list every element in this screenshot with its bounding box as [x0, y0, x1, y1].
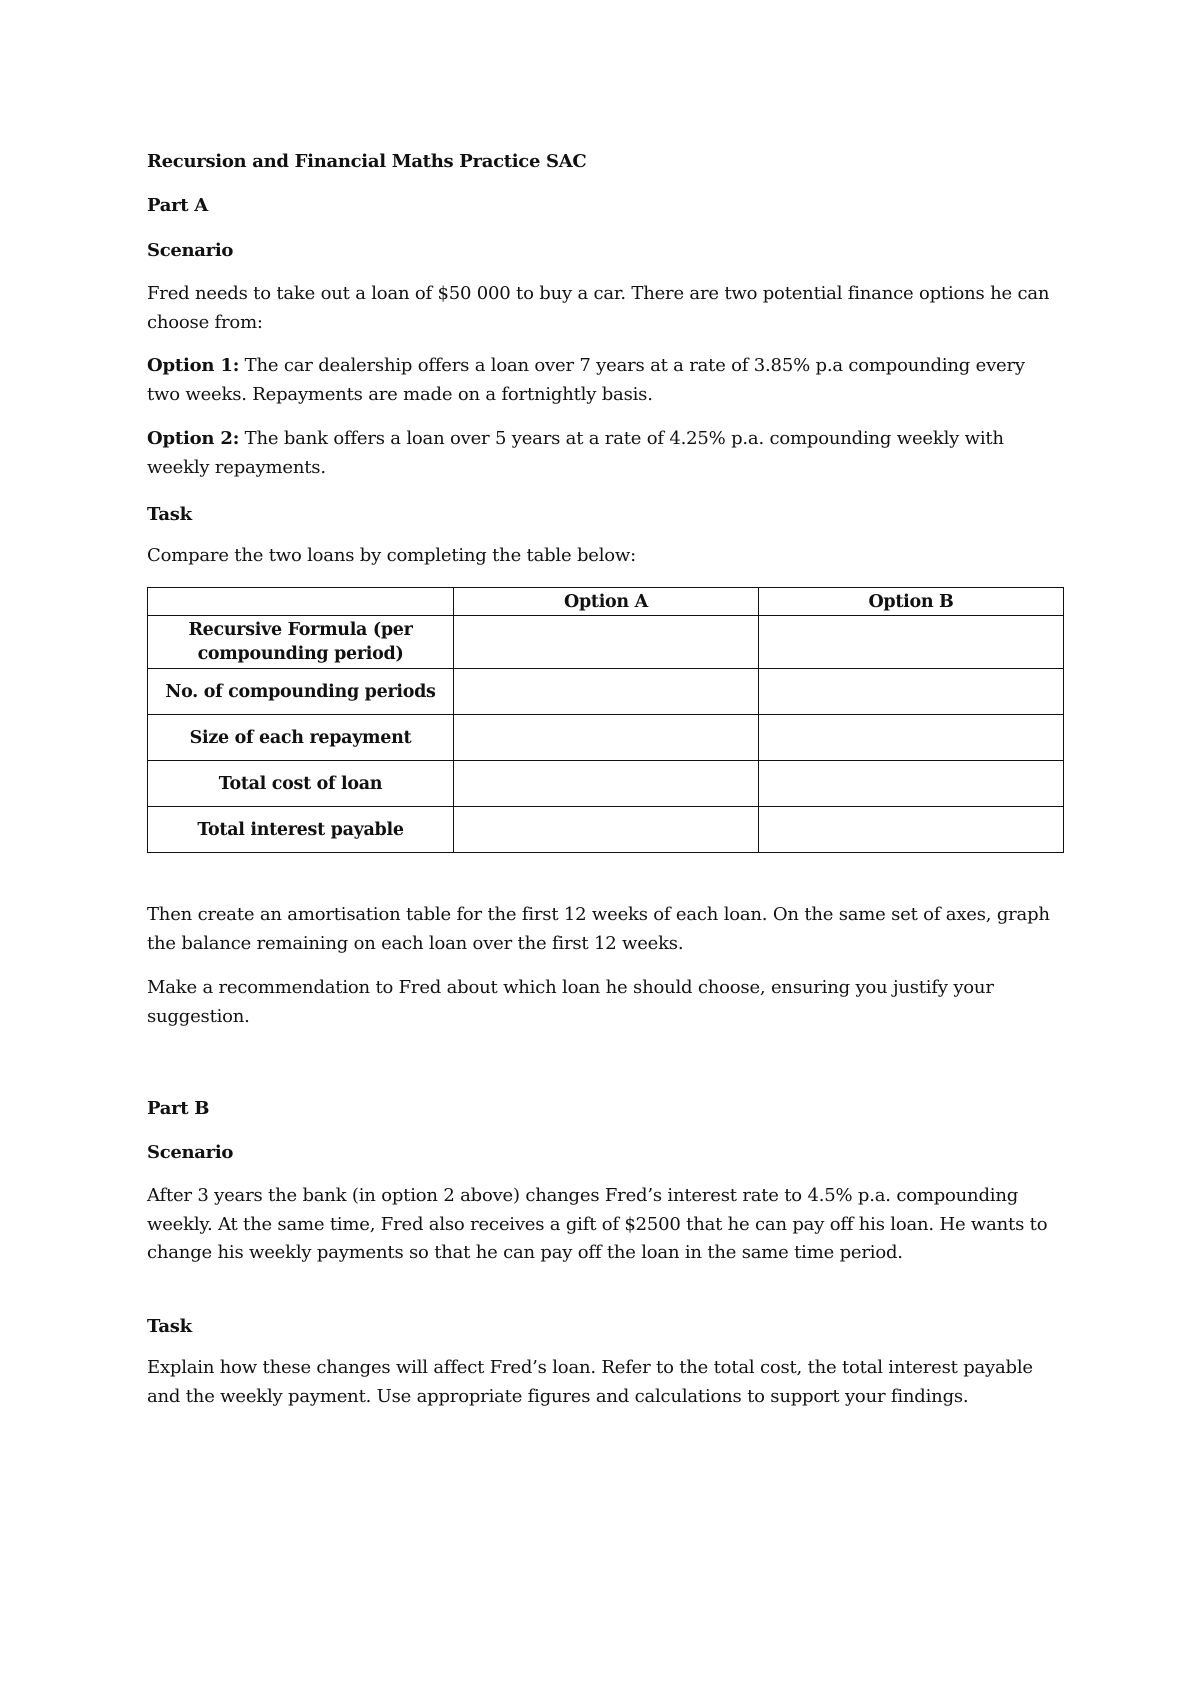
amortisation-instructions: Then create an amortisation table for the first 12 weeks of each loan. On the same set of axes, graph the balance remaining on each loan over the first 12 weeks.	[147, 904, 1050, 954]
part-a-scenario-heading: Scenario	[147, 240, 234, 261]
option-1-label: Option 1:	[147, 355, 240, 376]
part-b-task-heading: Task	[147, 1316, 192, 1337]
row-label-total-cost: Total cost of loan	[148, 761, 454, 807]
cell-option-b-total-cost	[759, 761, 1064, 807]
table-row	[148, 616, 1064, 669]
cell-option-a-recursive-formula	[454, 616, 759, 669]
option-1-text: The car dealership offers a loan over 7 years at a rate of 3.85% p.a compounding every two weeks. Repayments are made on a fortnightly basis.	[147, 355, 1025, 405]
row-label-compounding-periods: No. of compounding periods	[148, 669, 454, 715]
cell-option-b-total-interest	[759, 807, 1064, 853]
row-label-total-interest: Total interest payable	[148, 807, 454, 853]
table-row	[148, 761, 1064, 807]
table-header-option-a: Option A	[454, 588, 759, 616]
cell-option-a-total-cost	[454, 761, 759, 807]
row-label-recursive-formula: Recursive Formula (per compounding period)	[148, 616, 454, 669]
cell-option-b-recursive-formula	[759, 616, 1064, 669]
row-label-repayment-size: Size of each repayment	[148, 715, 454, 761]
part-a-task-heading: Task	[147, 504, 192, 525]
part-a-heading: Part A	[147, 195, 208, 216]
table-header-row	[148, 588, 1064, 616]
part-b-scenario-text: After 3 years the bank (in option 2 above) changes Fred’s interest rate to 4.5% p.a. compounding weekly. At the same time, Fred also receives a gift of $2500 that he can pay off his loan. He wants to change his weekly payments so that he can pay off the loan in the same time period.	[147, 1185, 1048, 1263]
cell-option-a-repayment-size	[454, 715, 759, 761]
cell-option-a-compounding-periods	[454, 669, 759, 715]
part-b-heading: Part B	[147, 1098, 210, 1119]
recommendation-instructions: Make a recommendation to Fred about which loan he should choose, ensuring you justify your suggestion.	[147, 977, 994, 1027]
option-2-label: Option 2:	[147, 428, 240, 449]
part-a-task-intro: Compare the two loans by completing the table below:	[147, 545, 637, 566]
part-a-scenario-text: Fred needs to take out a loan of $50 000 to buy a car. There are two potential finance options he can choose from:	[147, 283, 1050, 333]
option-2-text: The bank offers a loan over 5 years at a rate of 4.25% p.a. compounding weekly with weekly repayments.	[147, 428, 1004, 478]
option-2-paragraph	[147, 425, 1063, 482]
table-row	[148, 807, 1064, 853]
part-b-task-text: Explain how these changes will affect Fred’s loan. Refer to the total cost, the total interest payable and the weekly payment. Use appropriate figures and calculations to support your findings.	[147, 1357, 1033, 1407]
table-header-option-b: Option B	[759, 588, 1064, 616]
document-title: Recursion and Financial Maths Practice SAC	[147, 151, 587, 172]
table-row	[148, 669, 1064, 715]
comparison-table	[147, 587, 1064, 853]
option-1-paragraph	[147, 352, 1063, 409]
cell-option-a-total-interest	[454, 807, 759, 853]
cell-option-b-repayment-size	[759, 715, 1064, 761]
table-header-blank	[148, 588, 454, 616]
part-b-scenario-heading: Scenario	[147, 1142, 234, 1163]
table-row	[148, 715, 1064, 761]
cell-option-b-compounding-periods	[759, 669, 1064, 715]
